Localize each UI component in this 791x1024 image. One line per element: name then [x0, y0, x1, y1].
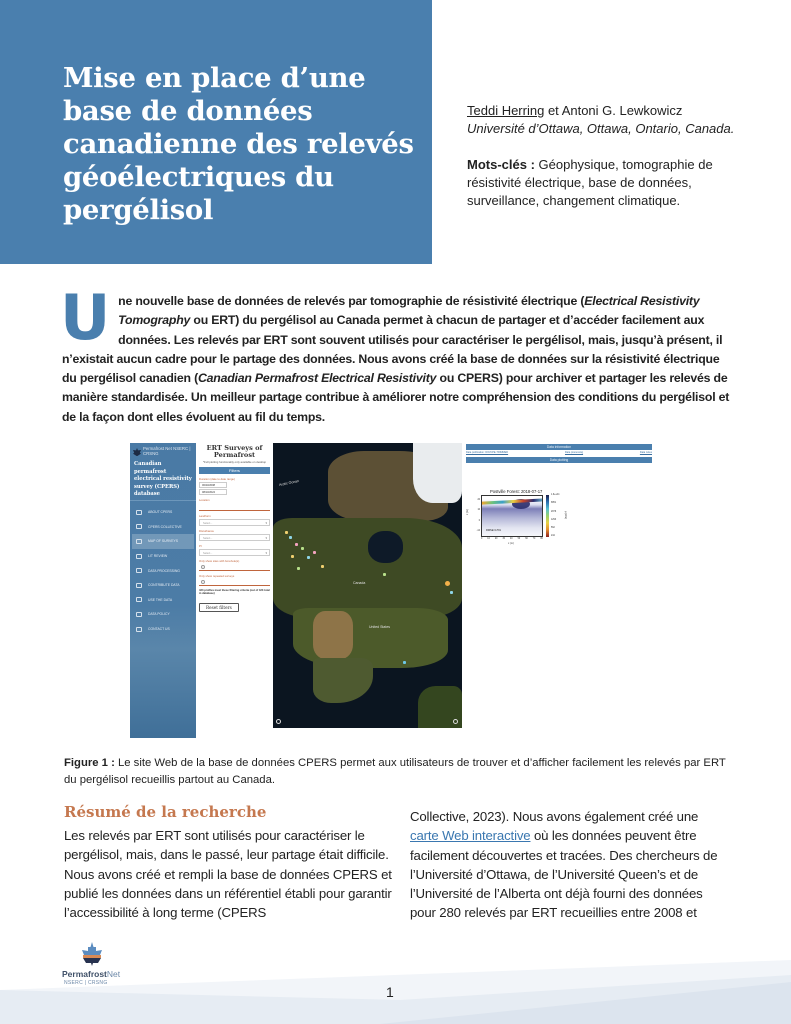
- plot-y-label: z (m): [466, 509, 469, 515]
- disturbance-select[interactable]: Select... ▾: [199, 534, 270, 541]
- summary-column-1: Les relevés par ERT sont utilisés pour caractériser le pergélisol, mais, dans le passé, leur partage était difficile. Nous avons créé et rempli la base de données CPERS et publié les données dans un référentiel établi pour garantir l’accessibilité à long terme (CPERS: [64, 828, 392, 921]
- map-hudson-bay: [368, 531, 403, 563]
- map-greenland: [413, 443, 462, 503]
- data-information-header: Data information: [466, 444, 652, 450]
- colorbar-tick: 2976: [551, 510, 557, 513]
- plot-x-ticks: [481, 538, 543, 541]
- page-title: Mise en place d’une base de données canadienne des relevés géoélectriques du pergélisol: [63, 62, 414, 226]
- plot-title: Postville Forest: 2018-07-17: [490, 489, 543, 494]
- resistivity-image: [478, 495, 543, 537]
- y-tick: 10: [477, 509, 480, 512]
- x-tick: 70: [532, 538, 536, 540]
- search-icon: [136, 554, 142, 559]
- divider: [130, 500, 196, 501]
- figure-caption: [64, 755, 734, 788]
- pi-label: PI: [199, 543, 202, 548]
- survey-marker[interactable]: [313, 551, 316, 554]
- date-range-label: Duration (date to date range): [199, 476, 235, 481]
- keywords-label: Mots-clés :: [467, 157, 535, 172]
- data-notes-link[interactable]: Data notes: [639, 451, 652, 454]
- survey-marker[interactable]: [289, 536, 292, 539]
- survey-map[interactable]: [273, 443, 462, 728]
- nav-item-contact[interactable]: [132, 622, 194, 637]
- upload-cloud-icon: [136, 583, 142, 588]
- x-tick: 0: [481, 538, 483, 540]
- survey-marker[interactable]: [383, 573, 386, 576]
- nav-item-data-processing[interactable]: [132, 563, 194, 578]
- survey-marker[interactable]: [295, 543, 298, 546]
- title-banner: [0, 0, 432, 264]
- intro-term-2: Canadian Permafrost Electrical Resistivity: [197, 371, 437, 386]
- map-label-canada: Canada: [353, 581, 366, 585]
- filters-header: Filters: [199, 467, 270, 474]
- figure-cpers-website: [130, 443, 660, 738]
- summary-text-b: où les données peuvent être facilement découvertes et tracées. Des chercheurs de l’Université d’Ottawa, de l’Université Queen’s et de l’Université de l’Alberta ont déjà fourni des données pour 280 relevés par ERT recueillies entre 2008 et: [410, 828, 718, 921]
- section-heading-summary: Résumé de la recherche: [64, 803, 267, 821]
- author-connector: et: [544, 103, 562, 118]
- nav-item-collective[interactable]: [132, 520, 194, 535]
- landform-label: Landform: [199, 513, 211, 518]
- website-nav: [132, 505, 194, 636]
- drop-cap: U: [60, 281, 111, 354]
- document-icon: [136, 612, 142, 617]
- pi-select[interactable]: Select... ▾: [199, 549, 270, 556]
- gear-icon: [136, 568, 142, 573]
- lightbulb-icon: [136, 510, 142, 515]
- colorbar-ticks: [551, 494, 559, 538]
- permafrostnet-logo-small: [133, 446, 195, 459]
- location-label: Location: [199, 497, 210, 502]
- resistivity-section-plot: [478, 495, 543, 537]
- data-processing-link[interactable]: Data processing: [564, 451, 584, 454]
- date-from-input[interactable]: 06/23/2008: [199, 482, 227, 488]
- caption-text: Le site Web de la base de données CPERS permet aux utilisateurs de trouver et d’afficher facilement les relevés par ERT du pergélisol recueillis partout au Canada.: [64, 757, 726, 786]
- map-locate-icon[interactable]: [453, 719, 458, 724]
- nav-item-lit-review[interactable]: [132, 549, 194, 564]
- nav-item-data-policy[interactable]: [132, 607, 194, 622]
- map-desert: [313, 611, 353, 659]
- colorbar-tick: 1.6e+04: [551, 494, 560, 496]
- date-to-input[interactable]: 08/13/2024: [199, 489, 227, 495]
- map-land-mexico: [313, 658, 373, 703]
- nav-label: DATA POLICY: [148, 612, 170, 617]
- map-pin-icon: [136, 539, 142, 544]
- nav-item-contribute[interactable]: [132, 578, 194, 593]
- affiliation: Université d’Ottawa, Ottawa, Ontario, Canada.: [467, 121, 735, 136]
- plot-x-label: x (m): [508, 542, 514, 545]
- summary-column-2: [410, 807, 730, 923]
- building-icon: [136, 524, 142, 529]
- page-number: 1: [386, 984, 394, 1000]
- map-land-canada: [273, 518, 462, 618]
- survey-marker[interactable]: [445, 581, 450, 586]
- y-tick: 20: [477, 498, 480, 501]
- divider: [199, 584, 270, 586]
- divider: [199, 569, 270, 571]
- y-tick: -10: [476, 530, 480, 533]
- nav-item-use-data[interactable]: [132, 593, 194, 608]
- disturbance-label: Disturbance: [199, 528, 214, 533]
- map-label-us: United States: [369, 625, 391, 629]
- nav-item-about[interactable]: [132, 505, 194, 520]
- logo-name-a: Permafrost: [62, 969, 107, 979]
- filters-page-title: ERT Surveys of Permafrost: [206, 444, 263, 459]
- map-settings-icon[interactable]: [276, 719, 281, 724]
- survey-marker[interactable]: [321, 565, 324, 568]
- survey-marker[interactable]: [301, 547, 304, 550]
- keywords-text: Géophysique, tomographie de résistivité électrique, base de données, surveillance, changement climatique.: [467, 157, 713, 208]
- filters-panel: [196, 443, 273, 738]
- permafrostnet-logo: [62, 942, 122, 990]
- nav-label: CONTRIBUTE DATA: [148, 583, 180, 588]
- caption-label: Figure 1 :: [64, 757, 115, 769]
- survey-marker[interactable]: [450, 591, 453, 594]
- envelope-icon: [136, 627, 142, 632]
- x-tick: 20: [494, 538, 498, 540]
- rmse-label: RMSE=4.5%: [486, 529, 501, 532]
- colorbar-tick: 6851: [551, 502, 557, 505]
- data-links: [466, 451, 652, 454]
- authors-block: [467, 102, 767, 138]
- x-tick: 80: [540, 538, 543, 540]
- nav-label: LIT REVIEW: [148, 554, 168, 559]
- survey-marker[interactable]: [307, 556, 310, 559]
- desktop-note: *Full plotting functionality only available on desktop: [202, 460, 267, 464]
- landform-select[interactable]: Select... ▾: [199, 519, 270, 526]
- summary-text-a: Collective, 2023). Nous avons également créé une: [410, 809, 699, 824]
- x-tick: 60: [525, 538, 528, 540]
- x-tick: 50: [517, 538, 521, 540]
- nav-item-map[interactable]: [132, 534, 194, 549]
- nav-label: DATA PROCESSING: [148, 568, 180, 573]
- intro-term-1: Electrical Resistivity Tomography: [118, 294, 700, 328]
- nav-label: USE THE DATA: [148, 597, 173, 602]
- survey-marker[interactable]: [285, 531, 288, 534]
- colorbar: [546, 495, 549, 537]
- maple-leaf-icon: [133, 448, 141, 456]
- x-tick: 40: [510, 538, 513, 540]
- survey-marker[interactable]: [403, 661, 406, 664]
- survey-marker[interactable]: [297, 567, 300, 570]
- repeated-label: Only show repeated surveys: [199, 573, 235, 578]
- logo-name-b: Net: [106, 969, 121, 979]
- intro-paragraph: [60, 281, 732, 427]
- website-sidebar: [130, 443, 196, 738]
- lead-author-link[interactable]: Teddi Herring: [467, 103, 545, 118]
- colorbar-tick: 1293: [551, 518, 557, 521]
- results-count: 423 profiles meet these filtering criteria (out of 423 total in database): [199, 588, 270, 596]
- data-publication-link[interactable]: Data publication: DOI/CPE-TRIMMED: [466, 451, 509, 454]
- interactive-map-link[interactable]: carte Web interactive: [410, 828, 531, 844]
- x-tick: 30: [502, 538, 506, 540]
- nav-label: CONTACT US: [148, 627, 170, 632]
- data-panel: [463, 443, 660, 553]
- coauthor: Antoni G. Lewkowicz: [561, 103, 683, 118]
- nav-label: MAP OF SURVEYS: [148, 539, 179, 544]
- nav-label: CPERS COLLECTIVE: [148, 524, 182, 529]
- keywords-block: [467, 156, 757, 210]
- download-icon: [136, 597, 142, 602]
- logo-name: [62, 969, 120, 979]
- colorbar-label: ρ (Ωm): [564, 511, 567, 520]
- logo-subtitle: NSERC | CRSNG: [64, 980, 108, 986]
- boreholes-label: Only show sites with borehole(s): [199, 558, 240, 563]
- reset-filters-button[interactable]: Reset filters: [199, 603, 239, 612]
- maple-leaf-logo-icon: [80, 942, 104, 966]
- plot-y-ticks: [472, 495, 480, 537]
- y-tick: 0: [478, 519, 480, 522]
- intro-text-1: ne nouvelle base de données de relevés par tomographie de résistivité électrique (: [118, 294, 585, 308]
- colorbar-tick: 244: [551, 535, 555, 538]
- location-input[interactable]: [199, 503, 270, 511]
- x-tick: 10: [487, 538, 490, 540]
- map-label-ocean: Arctic Ocean: [278, 478, 300, 488]
- intro-text-3: ou CPERS) pour archiver et partager les relevés de manière standardisée. Un meilleur partage contribue à améliorer notre compréhension des conditions du pergélisol et de la façon dont elles évoluent au fil du temps.: [62, 371, 730, 424]
- data-plotting-header: Data plotting: [466, 457, 652, 463]
- logo-text: Permafrost Net NSERC | CRSNG: [143, 446, 191, 456]
- colorbar-tick: 562: [551, 527, 555, 530]
- survey-marker[interactable]: [291, 555, 294, 558]
- nav-label: ABOUT CPERS: [148, 510, 173, 515]
- intro-text-2: ou ERT) du pergélisol au Canada permet à chacun de partager et d’accéder facilement aux données. Les relevés par ERT sont souvent utilisés pour caractériser le pergélisol, mais, jusqu’à présent, il n’existait aucun cadre pour le partage des données. Nous avons créé la base de données sur la résistivité électrique du pergélisol canadien (: [62, 313, 723, 386]
- database-title: Canadian permafrost electrical resistivity survey (CPERS) database: [134, 461, 192, 497]
